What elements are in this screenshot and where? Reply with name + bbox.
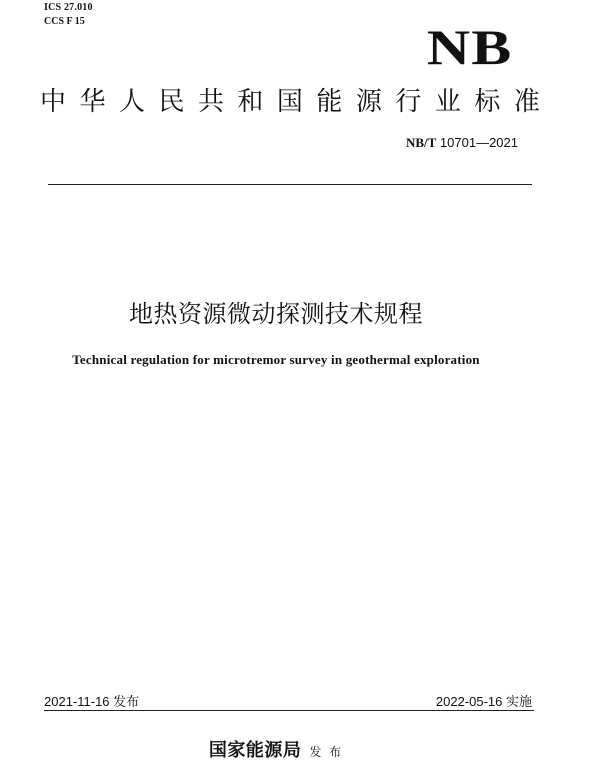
publisher-action: 发 布 — [309, 745, 344, 759]
document-title-cn: 地热资源微动探测技术规程 — [129, 300, 423, 328]
publisher-line — [0, 736, 552, 762]
title-char: 源 — [355, 87, 382, 117]
title-char: 共 — [197, 87, 224, 117]
implementation-date: 2022-05-16 实施 — [435, 694, 532, 709]
document-title-en: Technical regulation for microtremor survey in geothermal exploration — [72, 352, 480, 367]
standard-number-prefix: NB/T — [405, 135, 437, 150]
standard-number-code: 10701—2021 — [439, 135, 518, 150]
standard-category-title — [40, 86, 540, 118]
nb-logo: NB — [426, 19, 512, 75]
top-divider — [48, 184, 532, 185]
title-char: 民 — [158, 87, 185, 117]
title-char: 和 — [237, 87, 264, 117]
publisher-org: 国家能源局 — [208, 740, 302, 761]
title-char: 行 — [395, 87, 422, 117]
standard-number — [406, 135, 518, 151]
ccs-code: CCS F 15 — [44, 16, 85, 27]
title-char: 业 — [434, 87, 461, 117]
title-char: 人 — [118, 87, 145, 117]
title-char: 标 — [474, 87, 501, 117]
title-char: 能 — [316, 87, 343, 117]
title-char: 国 — [276, 87, 303, 117]
title-char: 中 — [40, 87, 67, 117]
bottom-divider — [44, 710, 534, 711]
issue-date: 2021-11-16 发布 — [44, 694, 140, 709]
title-char: 准 — [513, 87, 540, 117]
title-char: 华 — [79, 87, 106, 117]
ics-code: ICS 27.010 — [44, 2, 93, 13]
